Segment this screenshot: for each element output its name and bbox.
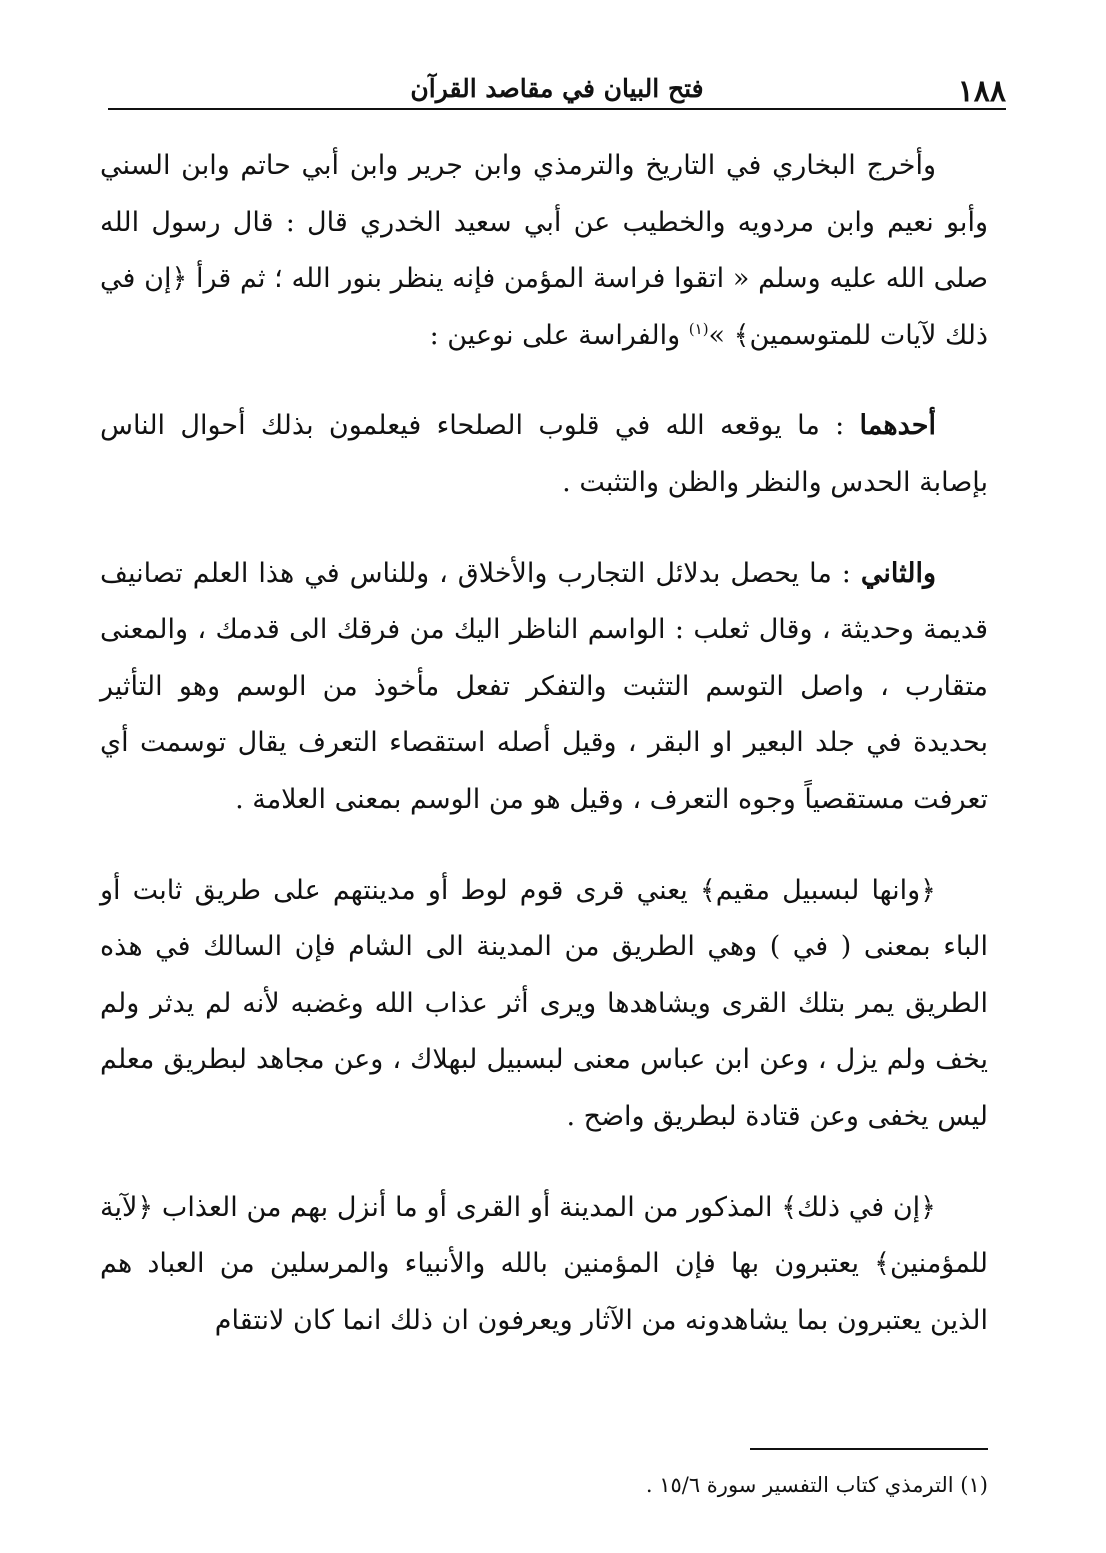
paragraph-1	[100, 138, 988, 364]
footnote-rule	[750, 1448, 988, 1450]
paragraph-4-text: ﴿وانها لبسبيل مقيم﴾ يعني قرى قوم لوط أو مدينتهم على طريق ثابت أو الباء بمعنى ( في ) وهي الطريق من المدينة الى الشام فإن السالك في هذه الطريق يمر بتلك القرى ويشاهدها ويرى أثر عذاب الله وغضبه لأنه لم يدثر ولم يخف ولم يزل ، وعن ابن عباس معنى لبسبيل لبهلاك ، وعن مجاهد لبطريق معلم ليس يخفى وعن قتادة لبطريق واضح .	[100, 874, 988, 1132]
paragraph-3	[100, 546, 988, 829]
paragraph-5-text: ﴿إن في ذلك﴾ المذكور من المدينة أو القرى أو ما أنزل بهم من العذاب ﴿لآية للمؤمنين﴾ يعتبرون بها فإن المؤمنين بالله والأنبياء والمرسلين من العباد هم الذين يعتبرون بما يشاهدونه من الآثار ويعرفون ان ذلك انما كان لانتقام	[100, 1191, 988, 1336]
paragraph-2	[100, 398, 988, 511]
footnote-marker[interactable]: (١)	[688, 319, 709, 338]
paragraph-3-lead: والثاني	[860, 557, 936, 589]
footnote: (١) الترمذي كتاب التفسير سورة ١٥/٦ .	[645, 1473, 988, 1497]
running-title: فتح البيان في مقاصد القرآن	[410, 74, 704, 103]
page-header	[108, 68, 1006, 112]
header-rule	[108, 108, 1006, 110]
page-number: ١٨٨	[957, 74, 1006, 109]
paragraph-1-text: وأخرج البخاري في التاريخ والترمذي وابن جرير وابن أبي حاتم وابن السني وأبو نعيم وابن مردويه والخطيب عن أبي سعيد الخدري قال : قال رسول الله صلى الله عليه وسلم « اتقوا فراسة المؤمن فإنه ينظر بنور الله ؛ ثم قرأ ﴿إن في ذلك لآيات للمتوسمين﴾ »	[100, 150, 988, 351]
paragraph-2-text: : ما يوقعه الله في قلوب الصلحاء فيعلمون بذلك أحوال الناس بإصابة الحدس والنظر والظن والتثبت .	[100, 410, 988, 498]
paragraph-4	[100, 863, 988, 1146]
paragraph-5	[100, 1180, 988, 1350]
paragraph-1-tail: والفراسة على نوعين :	[429, 319, 689, 351]
body-text	[100, 138, 988, 1349]
paragraph-2-lead: أحدهما	[859, 410, 936, 442]
paragraph-3-text: : ما يحصل بدلائل التجارب والأخلاق ، وللناس في هذا العلم تصانيف قديمة وحديثة ، وقال ثعلب : الواسم الناظر اليك من فرقك الى قدمك ، والمعنى متقارب ، واصل التوسم التثبت والتفكر تفعل مأخوذ من الوسم وهو التأثير بحديدة في جلد البعير او البقر ، وقيل أصله استقصاء التعرف يقال توسمت أي تعرفت مستقصياً وجوه التعرف ، وقيل هو من الوسم بمعنى العلامة .	[100, 557, 988, 815]
